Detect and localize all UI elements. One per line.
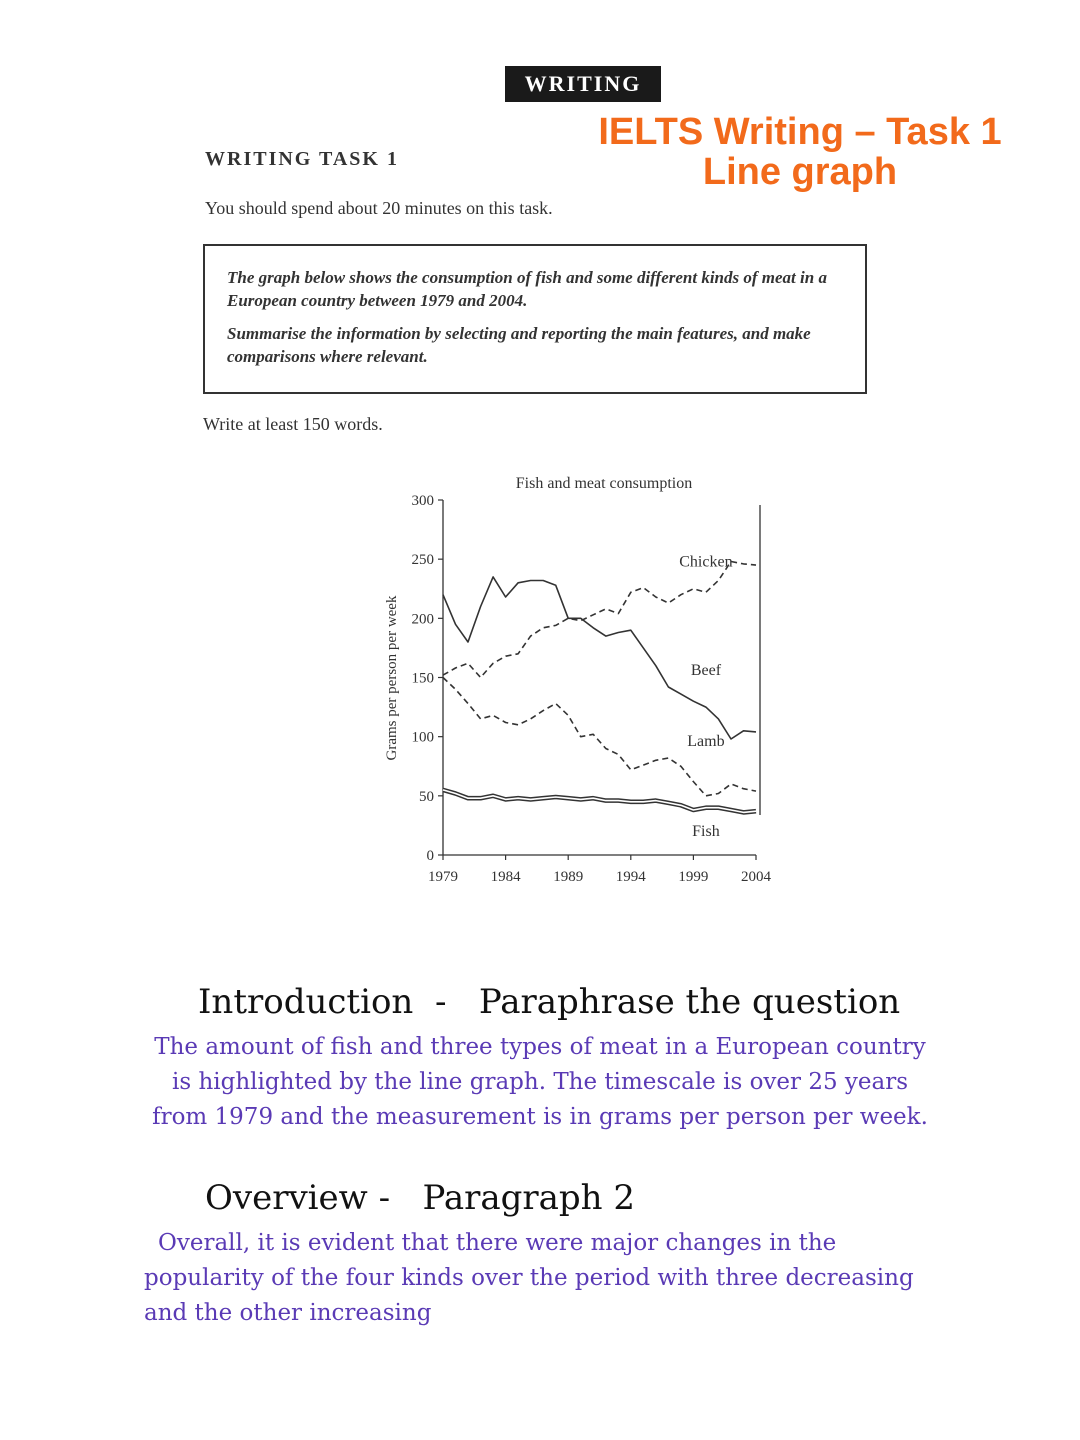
intro-line-3: from 1979 and the measurement is in grams per person per week. (152, 1104, 928, 1130)
prompt-instruction: Summarise the information by selecting and reporting the main features, and make comparisons where relevant. (227, 324, 811, 366)
title-line-2: Line graph (702, 151, 898, 193)
series-chicken-line (443, 562, 756, 678)
series-label-chicken: Chicken (679, 553, 733, 571)
x-tick-label: 2004 (741, 869, 771, 885)
title-line-1: IELTS Writing – Task 1 (598, 111, 1002, 153)
y-axis-label: Grams per person per week (384, 595, 400, 761)
overview-line-2: popularity of the four kinds over the period with three decreasing (144, 1265, 914, 1291)
intro-line-1: The amount of fish and three types of meat in a European country (154, 1034, 926, 1060)
series-label-fish: Fish (692, 823, 720, 841)
y-tick-label: 300 (411, 493, 434, 509)
series-fish-line (443, 790, 756, 813)
x-tick-label: 1979 (428, 869, 458, 885)
y-tick-label: 250 (411, 552, 434, 569)
chart-title: Fish and meat consumption (515, 475, 693, 492)
series-labels (679, 553, 732, 840)
ielts-title (570, 112, 1030, 192)
series-beef-line (443, 577, 756, 739)
intro-line-2: is highlighted by the line graph. The timescale is over 25 years (171, 1069, 909, 1095)
overview-paragraph (144, 1226, 1004, 1331)
x-tick-label: 1989 (553, 869, 584, 885)
series-label-beef: Beef (690, 662, 722, 680)
time-instruction: You should spend about 20 minutes on this task. (205, 198, 553, 218)
x-tick-label: 1994 (615, 869, 646, 885)
y-tick-label: 150 (411, 670, 434, 687)
prompt-description: The graph below shows the consumption of fish and some different kinds of meat in a European country between 1979 and 2004. (227, 268, 827, 310)
y-tick-label: 0 (426, 848, 434, 864)
overview-heading: Overview - Paragraph 2 (205, 1178, 636, 1218)
y-tick-label: 50 (419, 788, 434, 805)
introduction-heading: Introduction - Paraphrase the question (198, 982, 901, 1022)
y-axis-ticks (412, 493, 444, 864)
chart-series (443, 562, 756, 813)
line-chart (370, 460, 790, 900)
overview-line-1: Overall, it is evident that there were major changes in the (158, 1230, 837, 1256)
x-tick-label: 1984 (490, 869, 521, 885)
word-count-instruction: Write at least 150 words. (203, 414, 383, 434)
writing-banner: WRITING (505, 66, 661, 102)
task-heading: WRITING TASK 1 (205, 148, 399, 170)
prompt-box (203, 244, 867, 394)
overview-line-3: and the other increasing (144, 1300, 432, 1326)
x-tick-label: 1999 (678, 869, 709, 885)
introduction-paragraph (100, 1030, 980, 1135)
x-axis-ticks (428, 855, 772, 885)
y-tick-label: 100 (411, 729, 434, 746)
series-label-lamb: Lamb (687, 733, 725, 751)
y-tick-label: 200 (411, 611, 434, 628)
